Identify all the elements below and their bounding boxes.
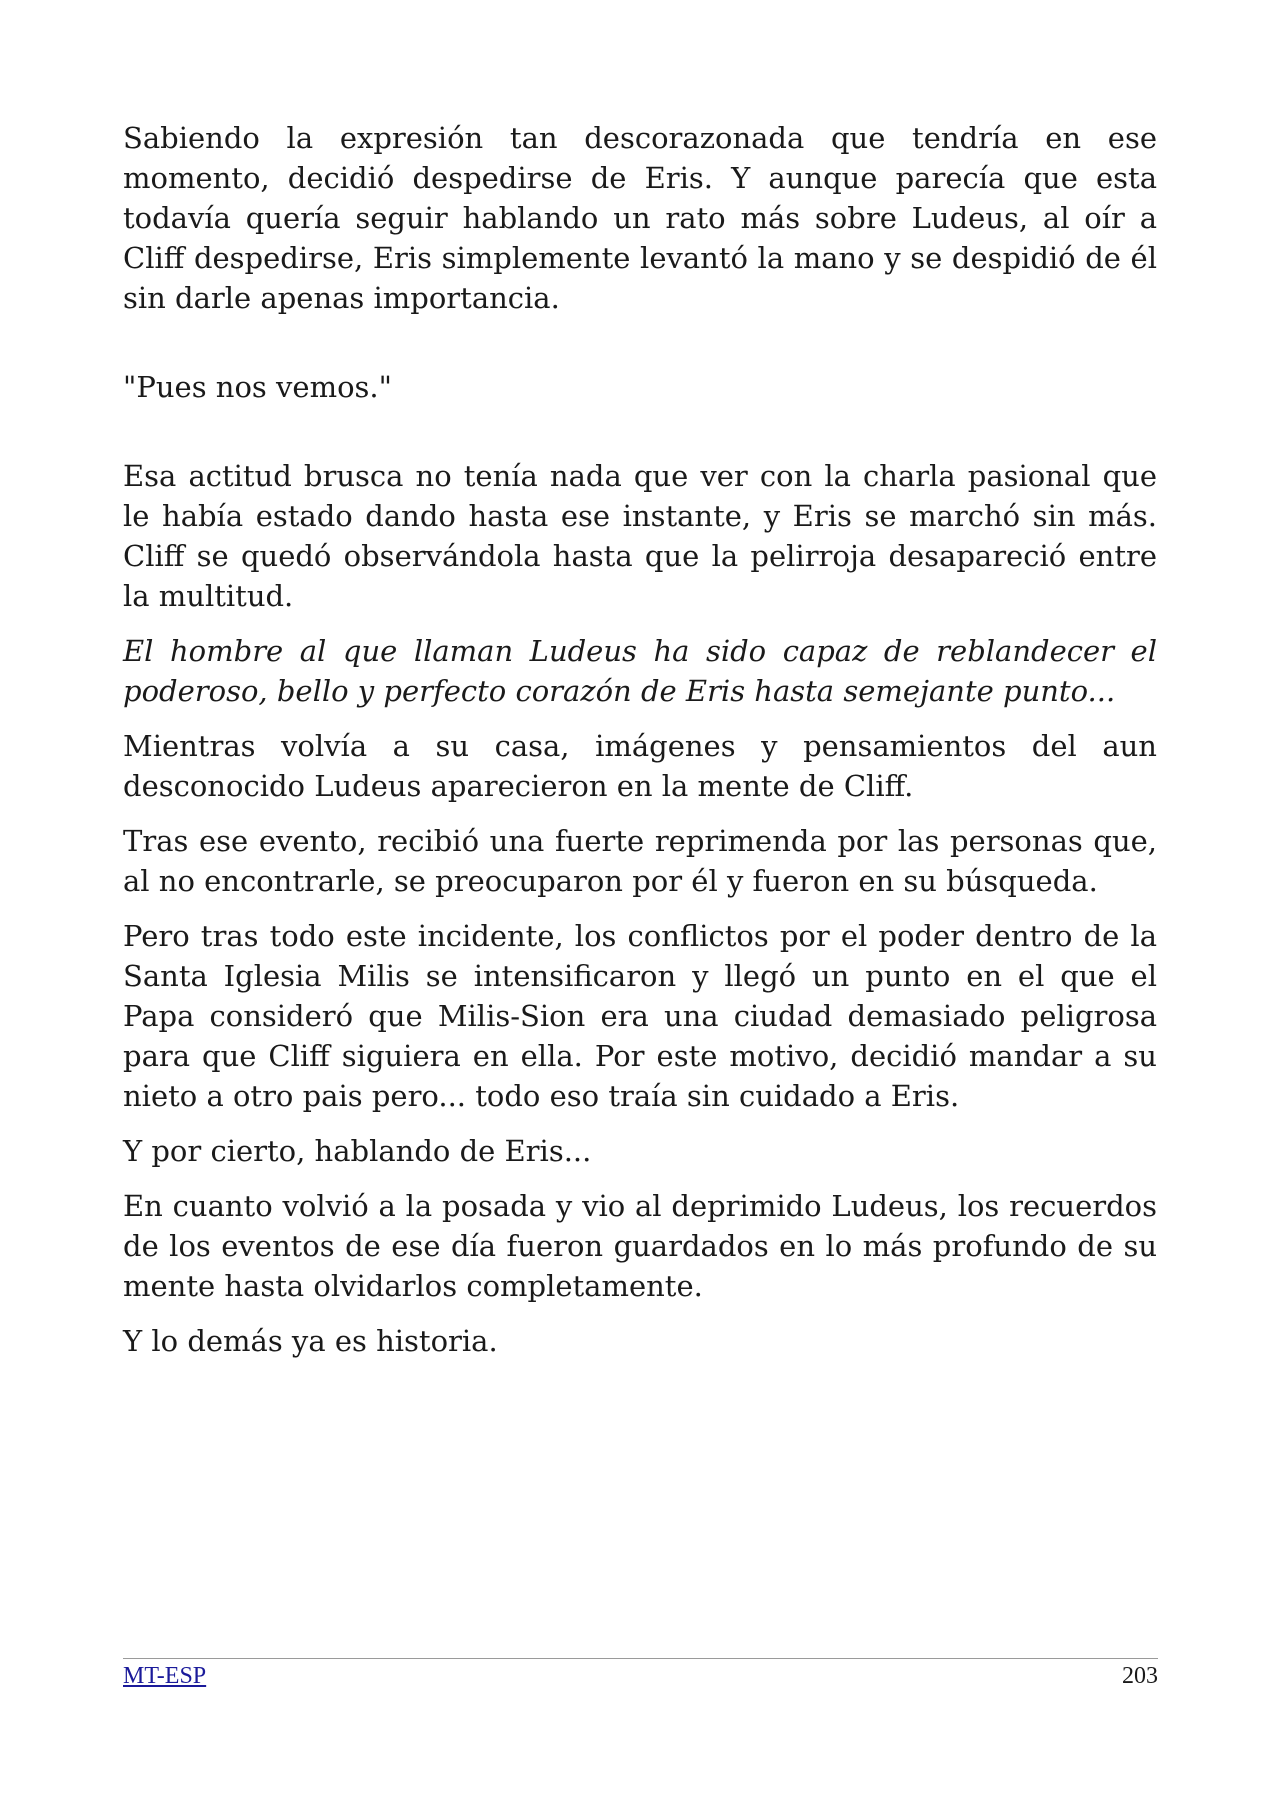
paragraph-5: Mientras volvía a su casa, imágenes y pensamientos del aun desconocido Ludeus aparecieron en la mente de Cliff. xyxy=(123,729,1157,803)
paragraph-1: Sabiendo la expresión tan descorazonada que tendría en ese momento, decidió despedirse de Eris. Y aunque parecía que esta todavía quería seguir hablando un rato más sobre Ludeus, al oír a Cliff despedirse, Eris simplemente levantó la mano y se despidió de él sin darle apenas importancia. xyxy=(123,121,1157,315)
paragraph-8: Y por cierto, hablando de Eris... xyxy=(123,1134,592,1168)
page-number: 203 xyxy=(1122,1663,1158,1689)
paragraph-3: Esa actitud brusca no tenía nada que ver con la charla pasional que le había estado dando hasta ese instante, y Eris se marchó sin más. Cliff se quedó observándola hasta que la pelirroja desapareció entre la multitud. xyxy=(123,459,1157,613)
paragraph-7: Pero tras todo este incidente, los conflictos por el poder dentro de la Santa Iglesia Milis se intensificaron y llegó un punto en el que el Papa consideró que Milis-Sion era una ciudad demasiado peligrosa para que Cliff siguiera en ella. Por este motivo, decidió mandar a su nieto a otro pais pero... todo eso traía sin cuidado a Eris. xyxy=(123,919,1157,1113)
paragraph-9: En cuanto volvió a la posada y vio al deprimido Ludeus, los recuerdos de los eventos de ese día fueron guardados en lo más profundo de su mente hasta olvidarlos completamente. xyxy=(123,1189,1157,1303)
paragraph-6: Tras ese evento, recibió una fuerte reprimenda por las personas que, al no encontrarle, se preocuparon por él y fueron en su búsqueda. xyxy=(123,824,1157,898)
thought-paragraph: El hombre al que llaman Ludeus ha sido capaz de reblandecer el poderoso, bello y perfecto corazón de Eris hasta semejante punto... xyxy=(123,634,1157,708)
footer-source-link[interactable]: MT-ESP xyxy=(123,1663,207,1689)
footer-divider xyxy=(123,1658,1158,1659)
page-body xyxy=(123,118,1157,1376)
paragraph-10: Y lo demás ya es historia. xyxy=(123,1324,498,1358)
dialogue-line: "Pues nos vemos." xyxy=(123,370,392,404)
